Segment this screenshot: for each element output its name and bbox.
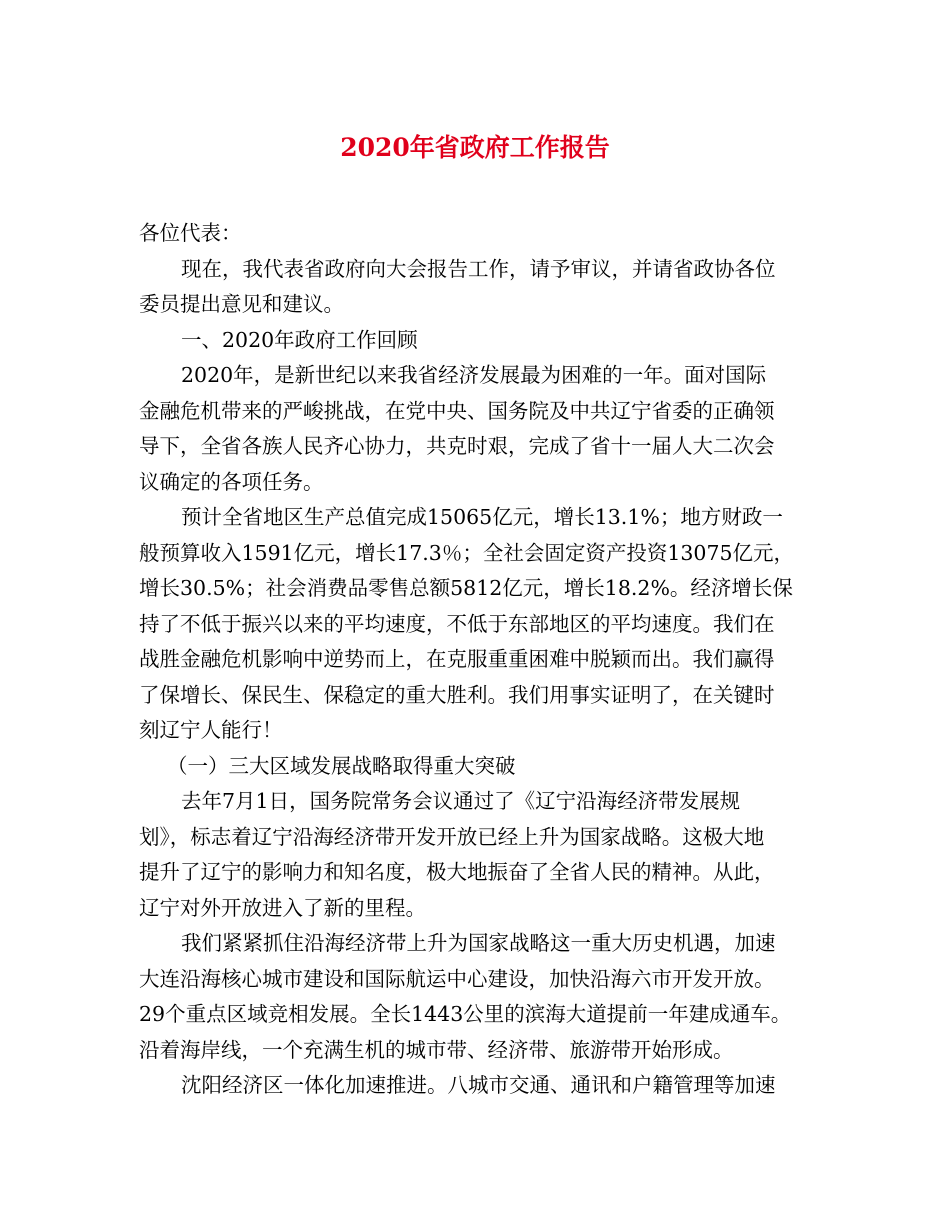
text-line: 导下，全省各族人民齐心协力，共克时艰，完成了省十一届人大二次会 (139, 434, 775, 458)
paragraph-lines (139, 252, 813, 1104)
text-line: 辽宁对外开放进入了新的里程。 (139, 895, 426, 920)
text-line: 沈阳经济区一体化加速推进。八城市交通、通讯和户籍管理等加速 (181, 1073, 776, 1097)
text-line: 29个重点区域竞相发展。全长1443公里的滨海大道提前一年建成通车。 (139, 1002, 792, 1026)
text-line: 2020年，是新世纪以来我省经济发展最为困难的一年。面对国际 (181, 363, 767, 387)
text-line: 我们紧紧抓住沿海经济带上升为国家战略这一重大历史机遇，加速 (181, 931, 776, 955)
text-line: （一）三大区域发展战略取得重大突破 (167, 753, 516, 778)
text-line: 一、2020年政府工作回顾 (181, 327, 418, 352)
text-line: 了保增长、保民生、保稳定的重大胜利。我们用事实证明了，在关键时 (139, 682, 775, 707)
salutation: 各位代表： (139, 221, 242, 245)
text-line: 金融危机带来的严峻挑战，在党中央、国务院及中共辽宁省委的正确领 (139, 398, 775, 423)
text-line: 大连沿海核心城市建设和国际航运中心建设，加快沿海六市开发开放。 (139, 966, 775, 991)
text-line: 沿着海岸线，一个充满生机的城市带、经济带、旅游带开始形成。 (139, 1037, 734, 1062)
text-line: 提升了辽宁的影响力和知名度，极大地振奋了全省人民的精神。从此， (139, 860, 775, 884)
text-line: 委员提出意见和建议。 (139, 292, 344, 316)
text-line: 战胜金融危机影响中逆势而上，在克服重重困难中脱颖而出。我们赢得 (139, 647, 775, 671)
text-line: 现在，我代表省政府向大会报告工作，请予审议，并请省政协各位 (181, 256, 776, 281)
text-line: 刻辽宁人能行！ (139, 718, 283, 742)
text-line: 持了不低于振兴以来的平均速度，不低于东部地区的平均速度。我们在 (139, 611, 775, 636)
text-line: 般预算收入1591亿元，增长17.3％；全社会固定资产投资13075亿元， (139, 540, 795, 565)
document-title: 2020年省政府工作报告 (340, 133, 610, 162)
document-body (139, 216, 813, 1104)
text-line: 预计全省地区生产总值完成15065亿元，增长13.1%；地方财政一 (181, 505, 783, 529)
text-line: 去年7月1日，国务院常务会议通过了《辽宁沿海经济带发展规 (181, 789, 741, 813)
text-line: 议确定的各项任务。 (139, 469, 324, 494)
text-line: 增长30.5%；社会消费品零售总额5812亿元，增长18.2%。经济增长保 (139, 576, 793, 600)
text-line: 划》，标志着辽宁沿海经济带开发开放已经上升为国家战略。这极大地 (139, 824, 765, 849)
